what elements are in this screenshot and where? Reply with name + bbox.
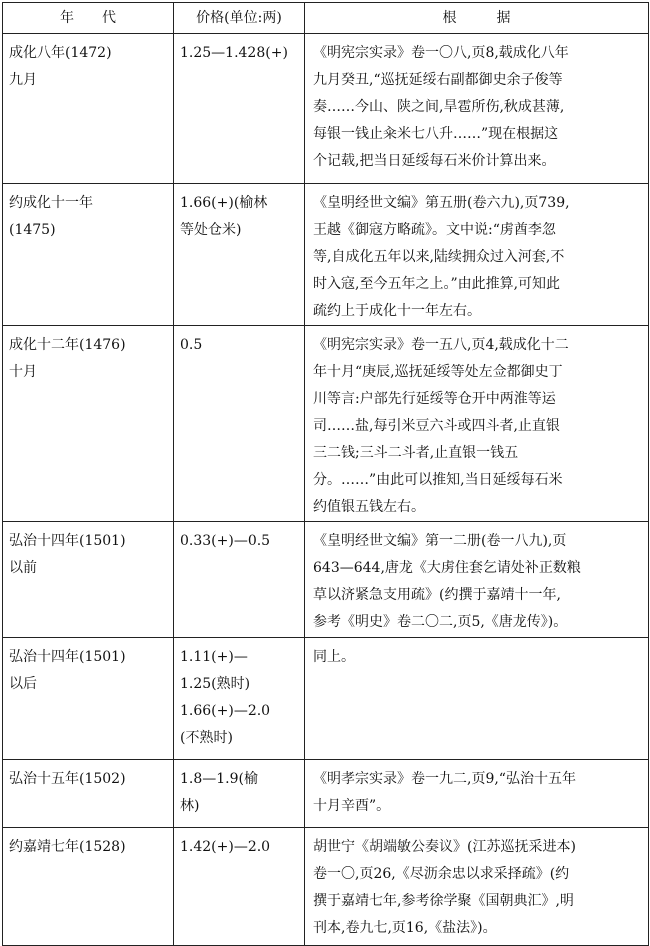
basis-cell xyxy=(305,326,649,522)
price-line: 0.5 xyxy=(180,337,203,353)
basis-line: 《皇明经世文编》第五册(卷六九),页739, xyxy=(313,195,570,211)
basis-cell xyxy=(305,828,649,946)
price-cell xyxy=(174,34,305,184)
table-row xyxy=(3,184,649,326)
basis-line: 年十月“庚辰,巡抚延绥等处左佥都御史丁 xyxy=(313,364,563,380)
price-line: 1.66(+)—2.0 xyxy=(180,703,271,719)
basis-line: 撰于嘉靖七年,参考徐学聚《国朝典汇》,明 xyxy=(313,893,574,909)
year-line: 弘治十五年(1502) xyxy=(9,771,126,787)
price-line: 1.8—1.9(榆 xyxy=(180,771,258,787)
table-row xyxy=(3,326,649,522)
basis-line: 奏……今山、陕之间,旱雹所伤,秋成甚薄, xyxy=(313,99,565,115)
header-price: 价格(单位:两) xyxy=(174,3,305,34)
price-cell xyxy=(174,760,305,828)
price-cell xyxy=(174,522,305,638)
table-row xyxy=(3,638,649,760)
basis-line: 疏约上于成化十一年左右。 xyxy=(313,303,481,319)
year-cell xyxy=(3,522,174,638)
header-row xyxy=(3,3,649,34)
year-line: 九月 xyxy=(9,72,37,88)
price-cell xyxy=(174,326,305,522)
year-line: 成化十二年(1476) xyxy=(9,337,126,353)
basis-cell xyxy=(305,638,649,760)
year-line: 以后 xyxy=(9,676,37,692)
year-cell xyxy=(3,326,174,522)
year-line: 弘治十四年(1501) xyxy=(9,533,126,549)
basis-line: 《明孝宗实录》卷一九二,页9,“弘治十五年 xyxy=(313,771,576,787)
year-line: 成化八年(1472) xyxy=(9,45,112,61)
basis-line: 《皇明经世文编》第一二册(卷一八九),页 xyxy=(313,533,567,549)
basis-cell xyxy=(305,522,649,638)
price-line: 0.33(+)—0.5 xyxy=(180,533,271,549)
basis-line: 等,自成化五年以来,陆续拥众过入河套,不 xyxy=(313,249,565,265)
year-cell xyxy=(3,828,174,946)
basis-line: 时入寇,至今五年之上。”由此推算,可知此 xyxy=(313,276,561,292)
basis-line: 同上。 xyxy=(313,649,355,665)
year-line: (1475) xyxy=(9,222,56,238)
basis-line: 草以济紧急支用疏》(约撰于嘉靖十一年, xyxy=(313,587,561,603)
basis-line: 约值银五钱左右。 xyxy=(313,499,425,515)
year-line: 以前 xyxy=(9,560,37,576)
price-cell xyxy=(174,828,305,946)
price-line: 1.25(熟时) xyxy=(180,676,251,692)
basis-line: 643—644,唐龙《大虏住套乞请处补正数粮 xyxy=(313,560,581,576)
table-row xyxy=(3,760,649,828)
basis-line: 个记载,把当日延绥每石米价计算出来。 xyxy=(313,153,556,169)
price-cell xyxy=(174,184,305,326)
price-line: 1.66(+)(榆林 xyxy=(180,195,268,211)
price-line: 1.11(+)— xyxy=(180,649,248,665)
basis-cell xyxy=(305,760,649,828)
table-row xyxy=(3,34,649,184)
price-line: 1.42(+)—2.0 xyxy=(180,839,271,855)
header-basis: 根据 xyxy=(305,3,649,34)
basis-line: 分。……”由此可以推知,当日延绥每石米 xyxy=(313,472,563,488)
price-cell xyxy=(174,638,305,760)
basis-line: 王越《御寇方略疏》。文中说:“虏酋李忽 xyxy=(313,222,556,238)
year-cell xyxy=(3,760,174,828)
basis-cell xyxy=(305,184,649,326)
price-line: 1.25—1.428(+) xyxy=(180,45,288,61)
price-line: 林) xyxy=(180,798,200,814)
basis-cell xyxy=(305,34,649,184)
basis-line: 司……盐,每引米豆六斗或四斗者,止直银 xyxy=(313,418,560,434)
year-cell xyxy=(3,638,174,760)
year-cell xyxy=(3,34,174,184)
rice-price-table xyxy=(2,2,649,946)
year-line: 约成化十一年 xyxy=(9,195,93,211)
year-line: 约嘉靖七年(1528) xyxy=(9,839,126,855)
basis-line: 胡世宁《胡端敏公奏议》(江苏巡抚采进本) xyxy=(313,839,576,855)
year-line: 弘治十四年(1501) xyxy=(9,649,126,665)
basis-line: 《明宪宗实录》卷一五八,页4,载成化十二 xyxy=(313,337,569,353)
basis-line: 卷一〇,页26,《尽沥余忠以求采择疏》(约 xyxy=(313,866,570,882)
basis-line: 参考《明史》卷二〇二,页5,《唐龙传》)。 xyxy=(313,614,568,630)
header-year: 年代 xyxy=(3,3,174,34)
basis-line: 三二钱;三斗二斗者,止直银一钱五 xyxy=(313,445,519,461)
price-line: 等处仓米) xyxy=(180,222,242,238)
basis-line: 十月辛酉”。 xyxy=(313,798,391,814)
basis-line: 川等言:户部先行延绥等仓开中两淮等运 xyxy=(313,391,556,407)
table-row xyxy=(3,522,649,638)
basis-line: 《明宪宗实录》卷一〇八,页8,载成化八年 xyxy=(313,45,569,61)
year-line: 十月 xyxy=(9,364,37,380)
basis-line: 每银一钱止籴米七八升……”现在根据这 xyxy=(313,126,559,142)
table-row xyxy=(3,828,649,946)
price-line: (不熟时) xyxy=(180,730,233,746)
basis-line: 九月癸丑,“巡抚延绥右副都御史余子俊等 xyxy=(313,72,563,88)
basis-line: 刊本,卷九七,页16,《盐法》)。 xyxy=(313,920,497,936)
year-cell xyxy=(3,184,174,326)
